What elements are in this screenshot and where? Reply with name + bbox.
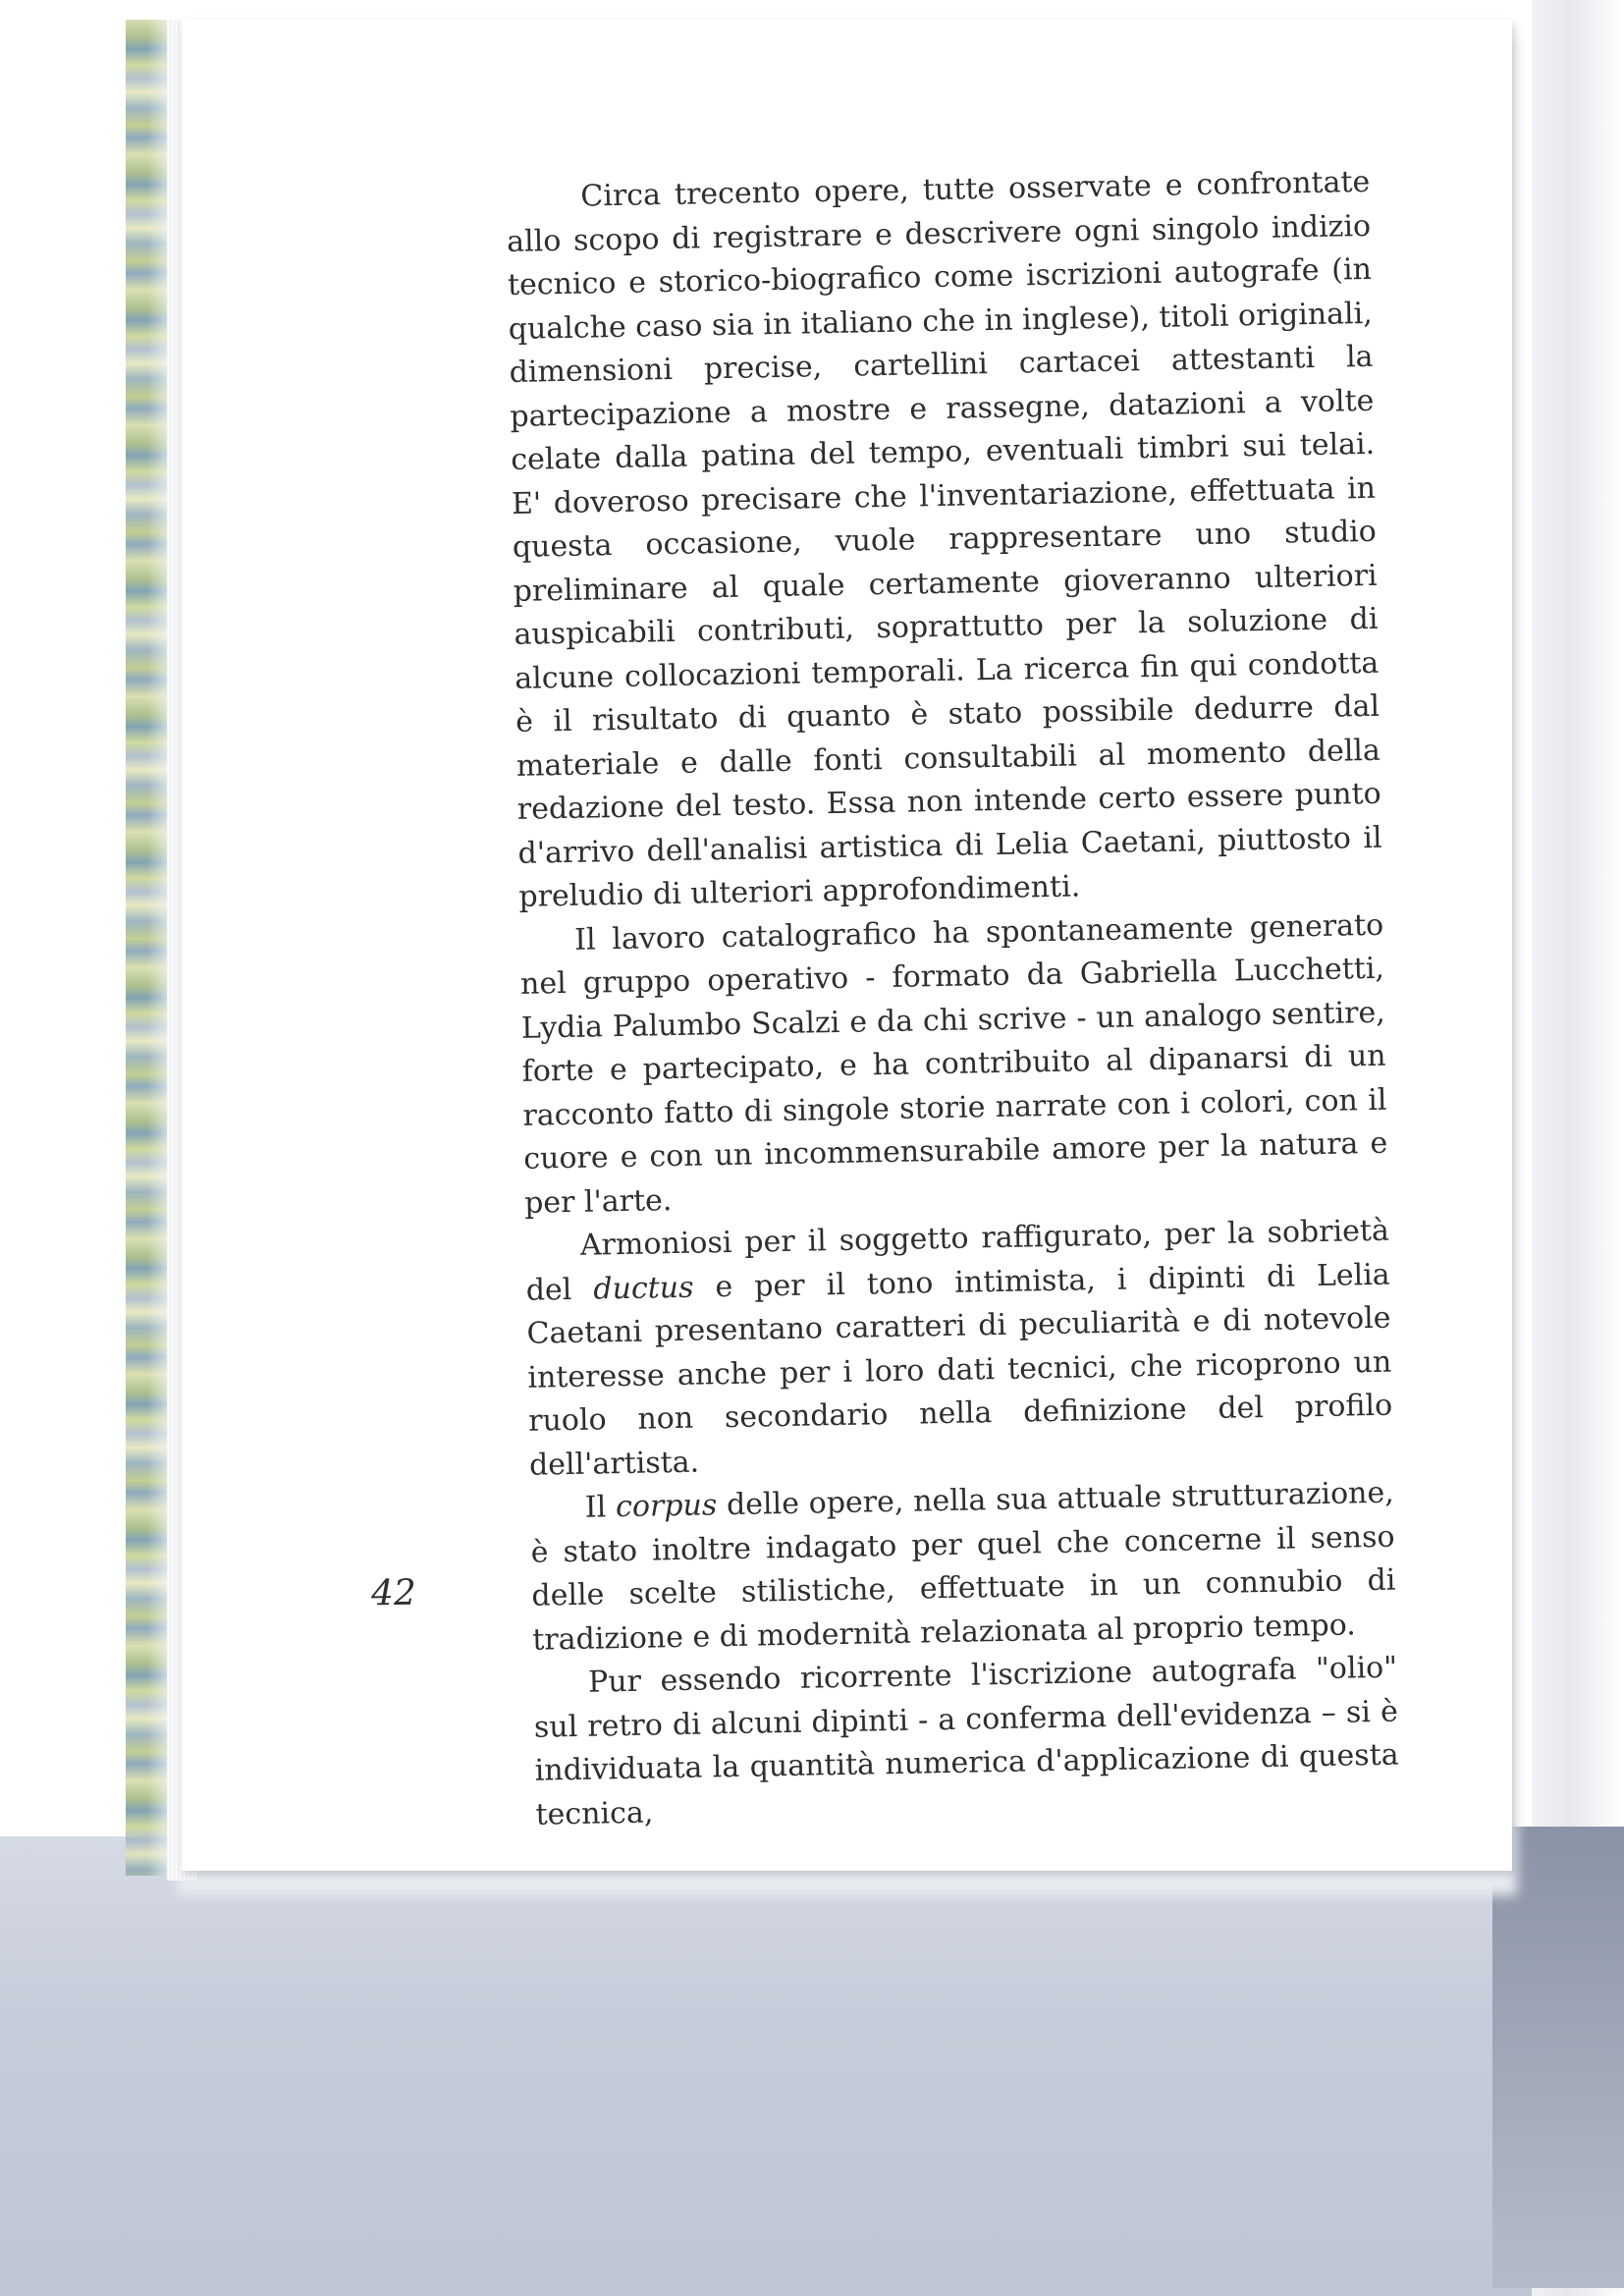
body-text-column: [506, 161, 1400, 1837]
page-number: 42: [370, 1572, 417, 1614]
paragraph: [519, 903, 1389, 1226]
paragraph-text: Pur essendo ricorrente l'iscrizione autografa "olio" sul retro di alcuni dipinti - a conferma dell'evidenza – si è individuata la quantità numerica d'applicazione di questa tecnica,: [533, 1650, 1399, 1832]
paragraph-text: e per il tono intimista, i dipinti di Lelia Caetani presentano caratteri di peculiarità e di notevole interesse anche per i loro dati tecnici, che ricoprono un ruolo non secondario nella definizione del profilo dell'artista.: [526, 1257, 1393, 1483]
italic-term: ductus: [593, 1270, 694, 1307]
paragraph: [529, 1472, 1396, 1663]
paragraph: [506, 161, 1383, 919]
paragraph: [533, 1647, 1400, 1837]
paragraph-text: Il lavoro catalografico ha spontaneamente generato nel gruppo operativo - formato da Gabriella Lucchetti, Lydia Palumbo Scalzi e da chi scrive - un analogo sentire, forte e partecipato, e ha contribuito al dipanarsi di un racconto fatto di singole storie narrate con i colori, con il cuore e con un incommensurabile amore per la natura e per l'arte.: [519, 907, 1388, 1221]
paragraph-text: Armoniosi per il soggetto raffigurato, per la sobrietà del: [525, 1213, 1390, 1308]
italic-term: corpus: [615, 1488, 718, 1525]
scanner-bed-bottom: [0, 1836, 1624, 2296]
paragraph-text: Circa trecento opere, tutte osservate e confrontate allo scopo di registrare e descrivere ogni singolo indizio tecnico e storico-biografico come iscrizioni autografe (in qualche caso sia in italiano che in inglese), titoli originali, dimensioni precise, cartellini cartacei attestanti la partecipazione a mostre e rassegne, datazioni a volte celate dalla patina del tempo, eventuali timbri sui telai. E' doveroso precisare che l'inventariazione, effettuata in questa occasione, vuole rappresentare uno studio preliminare al quale certamente gioveranno ulteriori auspicabili contributi, soprattutto per la soluzione di alcune collocazioni temporali. La ricerca fin qui condotta è il risultato di quanto è stato possibile dedurre dal materiale e dalle fonti consultabili al momento della redazione del testo. Essa non intende certo essere punto d'arrivo dell'analisi artistica di Lelia Caetani, piuttosto il preludio di ulteriori approfondimenti.: [506, 164, 1382, 914]
paragraph-text: delle opere, nella sua attuale strutturazione, è stato inoltre indagato per quel che concerne il senso delle scelte stilistiche, effettuate in un connubio di tradizione e di modernità relazionata al proprio tempo.: [530, 1475, 1396, 1658]
paragraph: [525, 1210, 1394, 1488]
paragraph-text: Il: [584, 1490, 617, 1525]
scanner-shadow-band: [1492, 1827, 1624, 2288]
